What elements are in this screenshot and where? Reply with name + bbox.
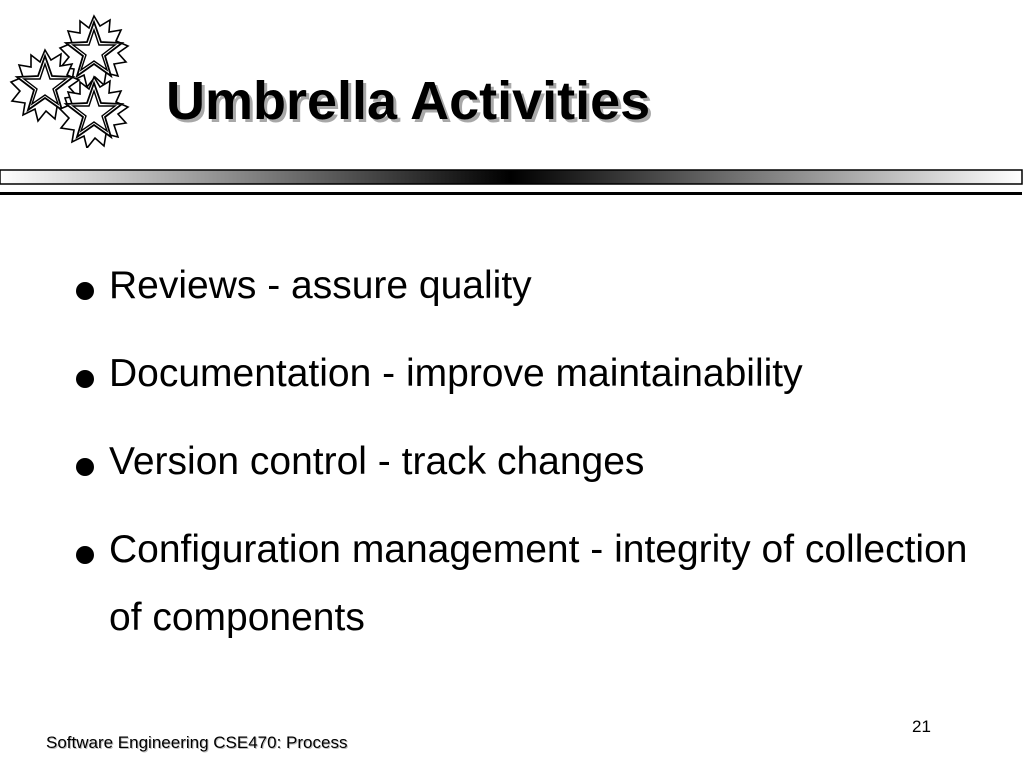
title-rule-divider xyxy=(0,168,1024,200)
bullet-dot-icon xyxy=(76,458,94,476)
bullet-dot-icon xyxy=(76,370,94,388)
slide-title: Umbrella Activities xyxy=(166,71,651,131)
list-item xyxy=(72,428,972,496)
list-item xyxy=(72,340,972,408)
bullet-text: Version control - track changes xyxy=(109,440,645,483)
bullet-list xyxy=(72,252,972,672)
stars-logo-icon xyxy=(6,14,132,148)
bullet-text: Reviews - assure quality xyxy=(109,264,532,307)
list-item xyxy=(72,516,972,652)
bullet-dot-icon xyxy=(76,282,94,300)
bullet-dot-icon xyxy=(76,546,94,564)
list-item xyxy=(72,252,972,320)
bullet-text: Configuration management - integrity of collection of components xyxy=(109,528,968,639)
footer-course-label: Software Engineering CSE470: Process xyxy=(46,733,348,752)
page-number: 21 xyxy=(912,717,931,736)
bullet-text: Documentation - improve maintainability xyxy=(109,352,803,395)
